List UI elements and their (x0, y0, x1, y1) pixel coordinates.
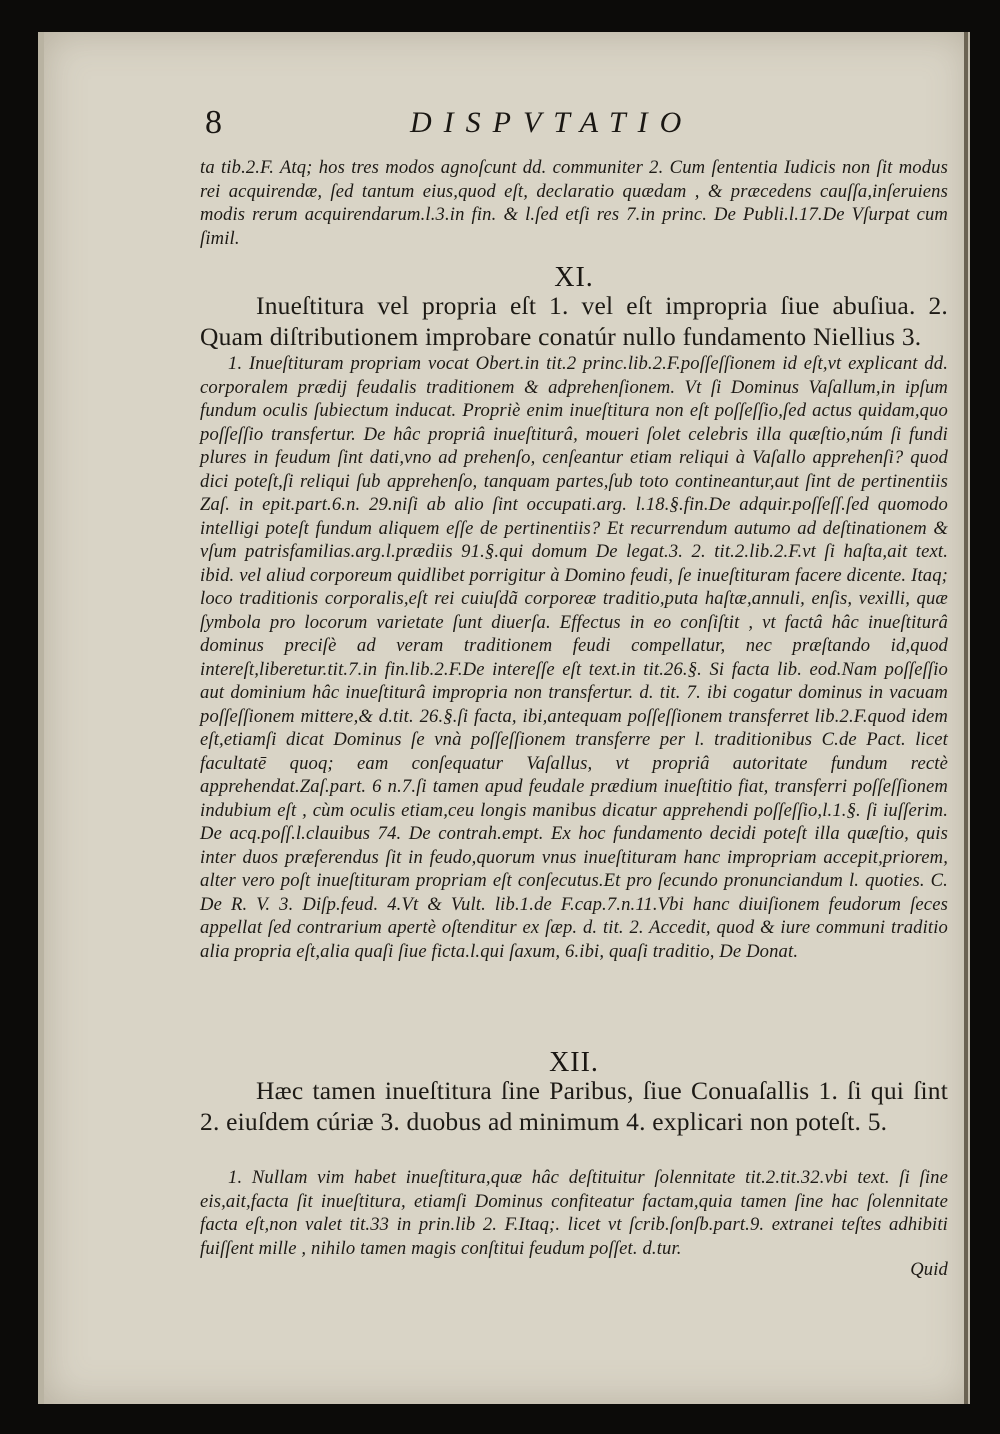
section-number-xi: XI. (554, 262, 594, 293)
page-number: 8 (205, 104, 222, 141)
page-edge (964, 32, 968, 1404)
catchword: Quid (910, 1259, 948, 1280)
running-head: DISPVTATIO (410, 106, 694, 139)
note-xi (200, 352, 948, 963)
intro-note (200, 156, 948, 250)
page-header (205, 104, 965, 154)
intro-note-text: ta tib.2.F. Atq; hos tres modos agnoſcunt dd. communiter 2. Cum ſententia Iudicis non ſit modus rei acquirendæ, ſed tantum eius,quod eſt, declaratio quædam , & præcedens cauſſa,inſeruiens modis rerum acquirendarum.l.3.in fin. & l.ſed etſi res 7.in princ. De Publi.l.17.De Vſurpat cum ſimil. (200, 157, 948, 249)
note-xii (200, 1166, 948, 1282)
section-number-xii: XII. (549, 1047, 599, 1078)
thesis-xii: Hæc tamen inueſtitura ſine Paribus, ſiue Conuaſallis 1. ſi qui ſint 2. eiuſdem cúriæ 3. duobus ad minimum 4. explicari non poteſt. 5. (200, 1076, 948, 1136)
note-xi-text: 1. Inueſtituram propriam vocat Obert.in tit.2 princ.lib.2.F.poſſeſſionem id eſt,vt explicant dd. corporalem prædij feudalis traditionem & adprehenſionem. Vt ſi Dominus Vaſallum,in ipſum fundum oculis ſubiectum inducat. Propriè enim inueſtitura non eſt poſſeſſio,ſed actus quidam,quo poſſeſſio transfertur. De hâc propriâ inueſtiturâ, moueri ſolet celebris illa quæſtio,núm ſi fundi plures in feudum ſint dati,vno ad prehenſo, cenſeantur etiam reliqui à Vaſallo apprehenſi? quod dici poteſt,ſi reliqui ſub apprehenſo, tanquam partes,ſub toto contineantur,aut ſint de pertinentiis Zaſ. in epit.part.6.n. 29.niſi ab alio ſint occupati.arg. l.18.§.fin.De adquir.poſſeſſ.ſed quomodo intelligi poteſt fundum aliquem eſſe de pertinentiis? Et recurrendum autumo ad deſtinationem & vſum patrisfamilias.arg.l.prædiis 91.§.qui domum De legat.3. 2. tit.2.lib.2.F.vt ſi haſta,ait text. ibid. vel aliud corporeum quidlibet porrigitur à Domino feudi, ſe inueſtituram facere dicente. Itaq; loco traditionis corporalis,eſt rei cuiuſdã corporeæ traditio,puta haſtæ,annuli, enſis, vexilli, quæ ſymbola pro locorum varietate ſunt diuerſa. Effectus in eo conſiſtit , vt factâ hâc inueſtiturâ dominus preciſè ad veram traditionem feudi compellatur, nec præſtando id,quod intereſt,liberetur.tit.7.in fin.lib.2.F.De intereſſe eſt text.in tit.26.§. Si facta lib. eod.Nam poſſeſſio aut dominium hâc inueſtiturâ impropria non transfertur. d. tit. 7. ibi cogatur dominus in vacuam poſſeſſionem mittere,& d.tit. 26.§.ſi facta, ibi,antequam poſſeſſionem transferret lib.2.F.quod idem eſt,etiamſi dicat Dominus ſe vnà poſſeſſionem transferre per l. traditionibus C.de Pact. licet facultatē quoq; eam conſequatur Vaſallus, vt propriâ autoritate fundum rectè apprehendat.Zaſ.part. 6 n.7.ſi tamen apud feudale prædium inueſtitio fiat, transferri poſſeſſionem indubium eſt , cùm oculis etiam,ceu longis manibus dicatur apprehendi poſſeſſio,l.1.§. ſi iuſſerim. De acq.poſſ.l.clauibus 74. De contrah.empt. Ex hoc fundamento decidi poteſt illa quæſtio, quis inter duos præferendus ſit in feudo,quorum vnus inueſtituram hanc impropriam accepit,priorem, alter vero poſt inueſtituram propriam eſt conſecutus.Et pro ſecundo pronunciandum l. quoties. C. De R. V. 3. Diſp.feud. 4.Vt & Vult. lib.1.de F.cap.7.n.11.Vbi hanc diuiſionem feudorum ſeces appellat ſed contrarium apertè oſtenditur ex ſæp. d. tit. 2. Accedit, quod & iure communi traditio alia propria eſt,alia quaſi ſiue ficta.l.qui ſaxum, 6.ibi, quaſi traditio, De Donat. (200, 353, 948, 962)
thesis-xi: Inueſtitura vel propria eſt 1. vel eſt impropria ſiue abuſiua. 2. Quam diſtributionem improbare conatúr nullo fundamento Niellius 3. (200, 291, 948, 351)
note-xii-text: 1. Nullam vim habet inueſtitura,quæ hâc deſtituitur ſolennitate tit.2.tit.32.vbi text. ſi ſine eis,ait,facta ſit inueſtitura, etiamſi Dominus confiteatur factam,quia tamen ſine hac ſolennitate facta eſt,non valet tit.33 in prin.lib 2. F.Itaq;. licet vt ſcrib.ſonſb.part.9. extranei teſtes adhibiti fuiſſent mille , nihilo tamen magis conſtitui feudum poſſet. d.tur. (200, 1167, 948, 1259)
